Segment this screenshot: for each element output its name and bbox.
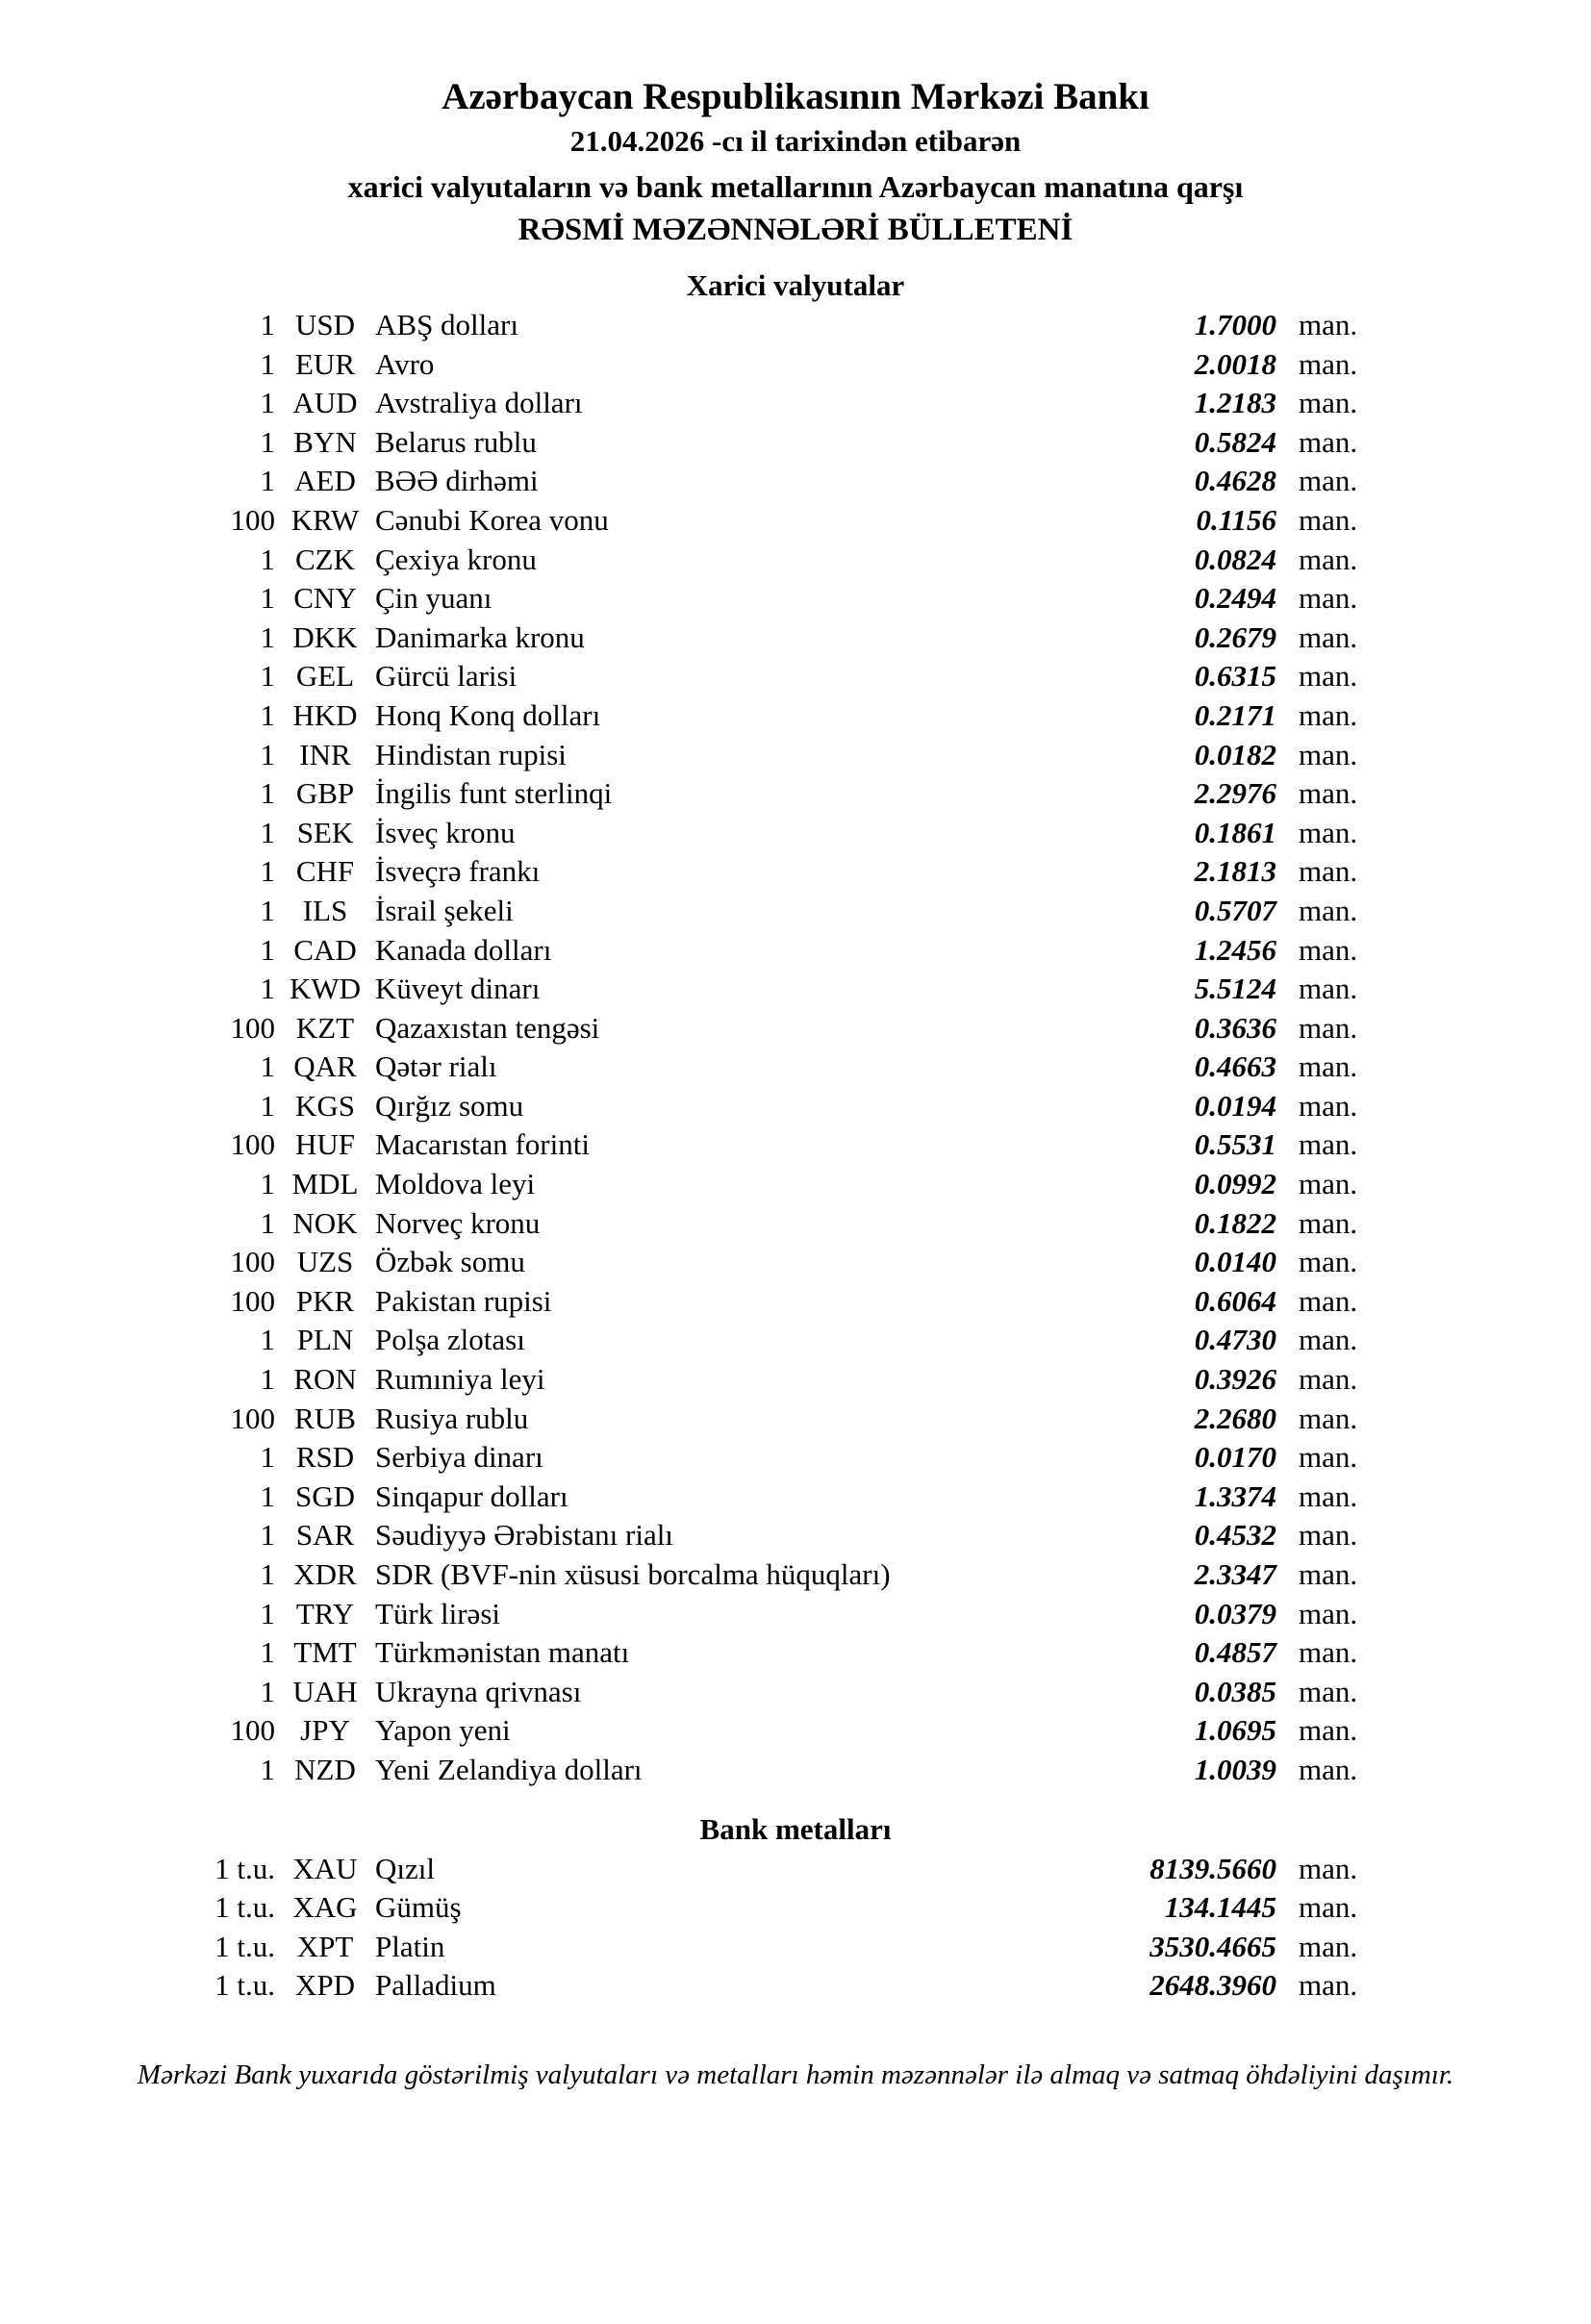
metal-name: Gümüş [375, 1890, 462, 1925]
currency-rate: 0.4628 [1194, 464, 1276, 498]
metal-code: XPT [296, 1929, 354, 1963]
currency-quantity: 1 [260, 464, 275, 498]
metal-rate: 8139.5660 [1149, 1851, 1276, 1885]
currency-row [0, 579, 1591, 619]
currency-rate: 2.3347 [1194, 1557, 1276, 1591]
currency-name: İsveçrə frankı [375, 854, 541, 889]
currency-quantity: 1 [260, 1674, 275, 1708]
currency-quantity: 100 [230, 1283, 275, 1318]
currency-quantity: 100 [230, 1245, 275, 1279]
currency-quantity: 1 [260, 1323, 275, 1357]
metal-code: XAG [292, 1890, 358, 1925]
currency-row [0, 1516, 1591, 1555]
currency-unit: man. [1299, 776, 1358, 811]
metal-rate: 3530.4665 [1149, 1929, 1276, 1963]
currency-code: TMT [293, 1635, 357, 1670]
currency-unit: man. [1299, 1283, 1358, 1318]
currency-rate: 2.2976 [1194, 776, 1276, 811]
currency-row [0, 541, 1591, 580]
currency-rate: 0.5531 [1194, 1127, 1276, 1162]
currency-name: Macarıstan forinti [375, 1127, 590, 1162]
currency-name: Pakistan rupisi [375, 1283, 552, 1318]
currency-code: CZK [295, 542, 355, 576]
currency-quantity: 1 [260, 972, 275, 1006]
currency-quantity: 1 [260, 346, 275, 381]
currency-unit: man. [1299, 581, 1358, 616]
currency-rate: 0.1822 [1194, 1205, 1276, 1240]
currency-unit: man. [1299, 502, 1358, 537]
currency-code: RON [293, 1362, 357, 1397]
currency-quantity: 1 [260, 737, 275, 771]
currency-code: KRW [290, 502, 360, 537]
metal-code: XAU [292, 1851, 358, 1885]
currency-row [0, 1673, 1591, 1712]
currency-code: BYN [293, 424, 357, 459]
currency-name: Türkmənistan manatı [375, 1635, 630, 1670]
currency-code: DKK [292, 619, 358, 654]
metals-section-title: Bank metalları [699, 1811, 892, 1846]
currency-code: GEL [295, 659, 355, 694]
currency-code: QAR [293, 1049, 357, 1084]
currency-row [0, 306, 1591, 345]
currency-name: Norveç kronu [375, 1205, 541, 1240]
currency-rate: 0.2171 [1194, 697, 1276, 732]
currency-rate: 0.2679 [1194, 619, 1276, 654]
currency-code: AED [294, 464, 356, 498]
bulletin-subtitle-line1: xarici valyutaların və bank metallarının Azərbaycan manatına qarşı [347, 169, 1244, 204]
currency-row [0, 1165, 1591, 1204]
currency-unit: man. [1299, 1049, 1358, 1084]
obligation-note: Mərkəzi Bank yuxarıda göstərilmiş valyutaları və metalları həmin məzənnələr ilə almaq və satmaq öhdəliyini daşımır. [137, 2059, 1454, 2090]
currency-quantity: 1 [260, 1557, 275, 1591]
currencies-section-title: Xarici valyutalar [686, 268, 905, 302]
currency-row [0, 1009, 1591, 1048]
currency-name: Moldova leyi [375, 1167, 536, 1201]
currency-name: Yapon yeni [375, 1713, 511, 1748]
currency-name: Hindistan rupisi [375, 737, 567, 771]
metal-unit: man. [1299, 1968, 1358, 2003]
currency-rate: 0.0385 [1194, 1674, 1276, 1708]
currency-name: Qırğız somu [375, 1088, 524, 1123]
currency-unit: man. [1299, 1440, 1358, 1475]
currency-row [0, 892, 1591, 931]
currency-name: İsveç kronu [375, 815, 516, 849]
currency-unit: man. [1299, 1245, 1358, 1279]
currency-code: RSD [295, 1440, 355, 1475]
metal-rate: 2648.3960 [1149, 1968, 1276, 2003]
metal-name: Platin [375, 1929, 445, 1963]
currency-unit: man. [1299, 1401, 1358, 1435]
currency-name: İsrail şekeli [375, 893, 514, 927]
metal-rate: 134.1445 [1164, 1890, 1276, 1925]
currency-row [0, 1125, 1591, 1165]
metal-row [0, 1888, 1591, 1928]
currency-unit: man. [1299, 1362, 1358, 1397]
currency-rate: 0.2494 [1194, 581, 1276, 616]
effective-date-line: 21.04.2026 -cı il tarixindən etibarən [569, 124, 1022, 158]
currency-rate: 0.0194 [1194, 1088, 1276, 1123]
bulletin-subtitle-line2: RƏSMİ MƏZƏNNƏLƏRİ BÜLLETENİ [518, 213, 1073, 247]
currency-code: MDL [291, 1167, 359, 1201]
currency-code: RUB [294, 1401, 356, 1435]
currency-code: SEK [296, 815, 354, 849]
metal-quantity: 1 t.u. [215, 1851, 275, 1885]
metal-unit: man. [1299, 1890, 1358, 1925]
currency-code: UAH [292, 1674, 358, 1708]
currency-row [0, 1400, 1591, 1439]
currency-name: Rusiya rublu [375, 1401, 529, 1435]
currency-quantity: 100 [230, 502, 275, 537]
currency-name: SDR (BVF-nin xüsusi borcalma hüquqları) [375, 1557, 891, 1591]
currency-name: Rumıniya leyi [375, 1362, 545, 1397]
currency-row [0, 501, 1591, 541]
currency-code: USD [294, 308, 355, 341]
currency-row [0, 1087, 1591, 1126]
currency-name: Serbiya dinarı [375, 1440, 543, 1475]
currency-quantity: 100 [230, 1401, 275, 1435]
currency-name: ABŞ dolları [375, 308, 518, 341]
currency-row [0, 1243, 1591, 1282]
currency-unit: man. [1299, 386, 1358, 420]
currency-name: Qətər rialı [375, 1049, 497, 1084]
currency-unit: man. [1299, 464, 1358, 498]
currency-rate: 0.0992 [1194, 1167, 1276, 1201]
currency-name: Səudiyyə Ərəbistanı rialı [375, 1518, 673, 1553]
currency-row [0, 1711, 1591, 1751]
currency-quantity: 1 [260, 1440, 275, 1475]
currency-rate: 0.0824 [1194, 542, 1276, 576]
currency-row [0, 1360, 1591, 1400]
metal-unit: man. [1299, 1851, 1358, 1885]
currency-name: Honq Konq dolları [375, 697, 601, 732]
currency-rate: 1.7000 [1194, 308, 1276, 341]
currency-rate: 0.3636 [1194, 1010, 1276, 1045]
currency-unit: man. [1299, 893, 1358, 927]
currency-quantity: 1 [260, 1167, 275, 1201]
metal-quantity: 1 t.u. [215, 1890, 275, 1925]
currency-code: TRY [295, 1596, 355, 1630]
currency-row [0, 1633, 1591, 1673]
currency-quantity: 1 [260, 424, 275, 459]
currency-unit: man. [1299, 815, 1358, 849]
currency-name: Çexiya kronu [375, 542, 537, 576]
currency-quantity: 1 [260, 1518, 275, 1553]
currency-rate: 0.6315 [1194, 659, 1276, 694]
currency-unit: man. [1299, 737, 1358, 771]
currency-code: CNY [293, 581, 357, 616]
currency-name: Qazaxıstan tengəsi [375, 1010, 600, 1045]
currency-unit: man. [1299, 932, 1358, 967]
currency-unit: man. [1299, 1596, 1358, 1630]
metal-name: Palladium [375, 1968, 496, 2003]
currency-quantity: 1 [260, 815, 275, 849]
currency-code: NOK [292, 1205, 358, 1240]
currency-row [0, 345, 1591, 385]
currency-name: İngilis funt sterlinqi [375, 776, 613, 811]
currency-code: SAR [295, 1518, 355, 1553]
currency-unit: man. [1299, 854, 1358, 889]
currency-rate: 0.1156 [1196, 502, 1276, 537]
currency-quantity: 1 [260, 308, 275, 341]
currency-unit: man. [1299, 308, 1358, 341]
currency-row [0, 696, 1591, 736]
currency-name: Cənubi Korea vonu [375, 502, 609, 537]
currency-code: INR [299, 737, 351, 771]
currency-code: HUF [294, 1127, 355, 1162]
currency-quantity: 1 [260, 386, 275, 420]
currency-quantity: 100 [230, 1127, 275, 1162]
currency-quantity: 1 [260, 659, 275, 694]
metal-row [0, 1966, 1591, 2006]
currency-rate: 2.0018 [1194, 346, 1276, 381]
currency-rate: 0.4730 [1194, 1323, 1276, 1357]
currency-row [0, 970, 1591, 1009]
currency-unit: man. [1299, 1674, 1358, 1708]
currency-rate: 1.0695 [1194, 1713, 1276, 1748]
currency-rate: 0.6064 [1194, 1283, 1276, 1318]
currency-quantity: 100 [230, 1010, 275, 1045]
currency-row [0, 1321, 1591, 1360]
currency-row [0, 1751, 1591, 1790]
currency-quantity: 1 [260, 1635, 275, 1670]
currency-quantity: 1 [260, 932, 275, 967]
currency-quantity: 1 [260, 619, 275, 654]
currency-row [0, 736, 1591, 775]
currency-row [0, 423, 1591, 463]
currency-name: Yeni Zelandiya dolları [375, 1752, 643, 1786]
currency-row [0, 852, 1591, 892]
currency-name: Sinqapur dolları [375, 1478, 568, 1513]
metal-quantity: 1 t.u. [215, 1929, 275, 1963]
currency-row [0, 1204, 1591, 1244]
currency-name: Gürcü larisi [375, 659, 518, 694]
currency-unit: man. [1299, 1088, 1358, 1123]
currency-rate: 2.2680 [1194, 1401, 1276, 1435]
currency-unit: man. [1299, 1478, 1358, 1513]
currency-code: SGD [294, 1478, 355, 1513]
currency-rate: 0.4857 [1194, 1635, 1276, 1670]
currency-quantity: 1 [260, 581, 275, 616]
currency-row [0, 814, 1591, 853]
currency-rate: 2.1813 [1194, 854, 1276, 889]
currency-code: CHF [295, 854, 355, 889]
currency-quantity: 1 [260, 1088, 275, 1123]
currency-code: KWD [289, 972, 362, 1006]
currency-row [0, 657, 1591, 696]
currency-row [0, 619, 1591, 658]
currency-row [0, 1438, 1591, 1478]
currency-unit: man. [1299, 659, 1358, 694]
currency-quantity: 1 [260, 1478, 275, 1513]
currency-row [0, 1555, 1591, 1595]
currency-unit: man. [1299, 542, 1358, 576]
currency-quantity: 1 [260, 893, 275, 927]
currency-row [0, 384, 1591, 423]
currency-rate: 0.0379 [1194, 1596, 1276, 1630]
currency-unit: man. [1299, 346, 1358, 381]
currency-rate: 0.5824 [1194, 424, 1276, 459]
currency-name: Avro [375, 346, 435, 381]
currency-quantity: 1 [260, 1752, 275, 1786]
bank-title: Azərbaycan Respublikasının Mərkəzi Bankı [442, 76, 1149, 117]
metal-row [0, 1928, 1591, 1967]
currency-unit: man. [1299, 1167, 1358, 1201]
currency-row [0, 1282, 1591, 1322]
currency-unit: man. [1299, 1205, 1358, 1240]
currency-unit: man. [1299, 1127, 1358, 1162]
currency-quantity: 1 [260, 1049, 275, 1084]
currency-name: Danimarka kronu [375, 619, 585, 654]
currency-name: Avstraliya dolları [375, 386, 583, 420]
currencies-table [0, 306, 1591, 1790]
currency-code: HKD [292, 697, 358, 732]
currency-code: ILS [302, 893, 348, 927]
currency-name: Ukrayna qrivnası [375, 1674, 582, 1708]
currency-rate: 0.0182 [1194, 737, 1276, 771]
currency-rate: 1.2183 [1194, 386, 1276, 420]
currency-row [0, 774, 1591, 814]
currency-unit: man. [1299, 1010, 1358, 1045]
currency-unit: man. [1299, 1635, 1358, 1670]
currency-quantity: 1 [260, 697, 275, 732]
currency-unit: man. [1299, 1323, 1358, 1357]
currency-code: AUD [292, 386, 358, 420]
currency-code: XDR [293, 1557, 357, 1591]
metal-name: Qızıl [375, 1851, 435, 1885]
currency-rate: 0.4532 [1194, 1518, 1276, 1553]
currency-code: NZD [294, 1752, 356, 1786]
currency-quantity: 1 [260, 1205, 275, 1240]
currency-quantity: 1 [260, 1596, 275, 1630]
currency-row [0, 931, 1591, 971]
currency-row [0, 1595, 1591, 1634]
currency-code: JPY [300, 1713, 350, 1748]
currency-quantity: 1 [260, 776, 275, 811]
currency-unit: man. [1299, 1518, 1358, 1553]
currency-unit: man. [1299, 1557, 1358, 1591]
metal-row [0, 1850, 1591, 1889]
currency-code: GBP [295, 776, 355, 811]
currency-code: PLN [296, 1323, 354, 1357]
currency-unit: man. [1299, 1752, 1358, 1786]
currency-code: KZT [295, 1010, 355, 1045]
currency-name: Belarus rublu [375, 424, 537, 459]
currency-code: UZS [296, 1245, 354, 1279]
currency-unit: man. [1299, 697, 1358, 732]
metal-quantity: 1 t.u. [215, 1968, 275, 2003]
currency-rate: 0.0140 [1194, 1245, 1276, 1279]
currency-name: Polşa zlotası [375, 1323, 525, 1357]
currency-name: BƏƏ dirhəmi [375, 464, 539, 498]
metals-table [0, 1850, 1591, 2006]
currency-row [0, 462, 1591, 501]
metal-code: XPD [294, 1968, 355, 2003]
currency-quantity: 1 [260, 1362, 275, 1397]
currency-code: CAD [293, 932, 357, 967]
currency-rate: 0.0170 [1194, 1440, 1276, 1475]
currency-rate: 0.1861 [1194, 815, 1276, 849]
currency-rate: 5.5124 [1194, 972, 1276, 1006]
metal-unit: man. [1299, 1929, 1358, 1963]
currency-quantity: 100 [230, 1713, 275, 1748]
currency-unit: man. [1299, 424, 1358, 459]
currency-unit: man. [1299, 1713, 1358, 1748]
currency-name: Kanada dolları [375, 932, 552, 967]
currency-quantity: 1 [260, 854, 275, 889]
currency-rate: 0.3926 [1194, 1362, 1276, 1397]
currency-code: PKR [295, 1283, 355, 1318]
currency-row [0, 1478, 1591, 1517]
bulletin-document [0, 75, 1591, 2324]
currency-quantity: 1 [260, 542, 275, 576]
currency-rate: 1.2456 [1194, 932, 1276, 967]
currency-name: Türk lirəsi [375, 1596, 500, 1630]
currency-unit: man. [1299, 619, 1358, 654]
currency-name: Küveyt dinarı [375, 972, 541, 1006]
currency-name: Çin yuanı [375, 581, 492, 616]
currency-row [0, 1048, 1591, 1087]
currency-code: KGS [294, 1088, 355, 1123]
currency-rate: 0.5707 [1194, 893, 1276, 927]
currency-rate: 1.0039 [1194, 1752, 1276, 1786]
currency-code: EUR [295, 346, 355, 381]
currency-unit: man. [1299, 972, 1358, 1006]
currency-name: Özbək somu [375, 1245, 525, 1279]
currency-rate: 0.4663 [1194, 1049, 1276, 1084]
currency-rate: 1.3374 [1194, 1478, 1276, 1513]
